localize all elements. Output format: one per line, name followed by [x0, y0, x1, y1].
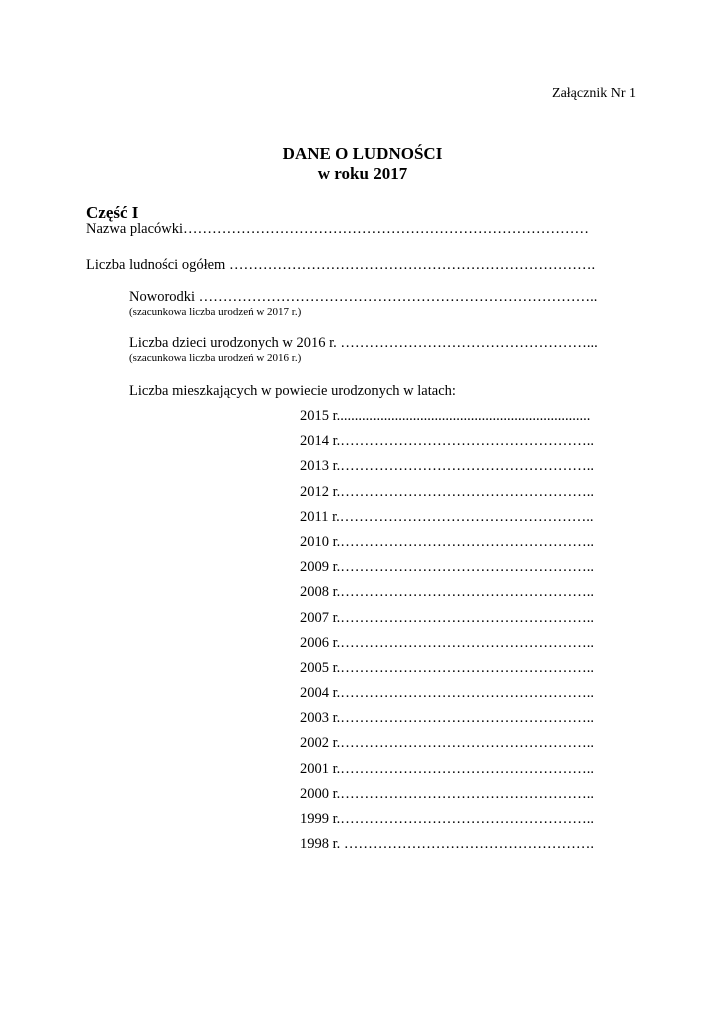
year-row-2003: 2003 r.……………………………………………..	[300, 710, 595, 727]
year-row-2000: 2000 r.……………………………………………..	[300, 785, 595, 802]
newborns-note: (szacunkowa liczba urodzeń w 2017 r.)	[129, 306, 302, 318]
section-heading: Część I	[86, 203, 139, 222]
year-row-2009: 2009 r.……………………………………………..	[300, 559, 595, 576]
year-row-2010: 2010 r.……………………………………………..	[300, 533, 595, 550]
year-row-2001: 2001 r.……………………………………………..	[300, 760, 595, 777]
year-row-2011: 2011 r.……………………………………………..	[300, 508, 594, 525]
year-row-2008: 2008 r.……………………………………………..	[300, 584, 595, 601]
year-row-2013: 2013 r.……………………………………………..	[300, 458, 595, 475]
year-row-1998: 1998 r. …………………………………………….	[300, 836, 595, 853]
year-row-2012: 2012 r.……………………………………………..	[300, 483, 595, 500]
newborns-field: Noworodki ………………………………………………………………………..	[129, 289, 598, 305]
year-row-2002: 2002 r.……………………………………………..	[300, 735, 595, 752]
document-title: DANE O LUDNOŚCI	[282, 144, 443, 163]
document-subtitle: w roku 2017	[317, 164, 408, 183]
year-row-1999: 1999 r.……………………………………………..	[300, 811, 595, 827]
year-row-2004: 2004 r.……………………………………………..	[300, 685, 595, 702]
year-row-2015: 2015 r......................................................................	[300, 408, 591, 424]
attachment-label: Załącznik Nr 1	[552, 86, 636, 101]
population-total-field: Liczba ludności ogółem ………………………………………………………………….	[86, 257, 596, 273]
facility-name-field: Nazwa placówki…………………………………………………………………………	[86, 221, 590, 237]
children-2016-note: (szacunkowa liczba urodzeń w 2016 r.)	[129, 352, 302, 364]
year-row-2005: 2005 r.……………………………………………..	[300, 659, 595, 676]
year-row-2006: 2006 r.……………………………………………..	[300, 634, 595, 651]
year-row-2007: 2007 r.……………………………………………..	[300, 609, 595, 626]
children-2016-field: Liczba dzieci urodzonych w 2016 r. ……………………………………………...	[129, 335, 598, 351]
residents-by-year-heading: Liczba mieszkających w powiecie urodzonych w latach:	[129, 383, 456, 399]
birth-year-list	[300, 408, 594, 861]
year-row-2014: 2014 r.……………………………………………..	[300, 433, 595, 450]
